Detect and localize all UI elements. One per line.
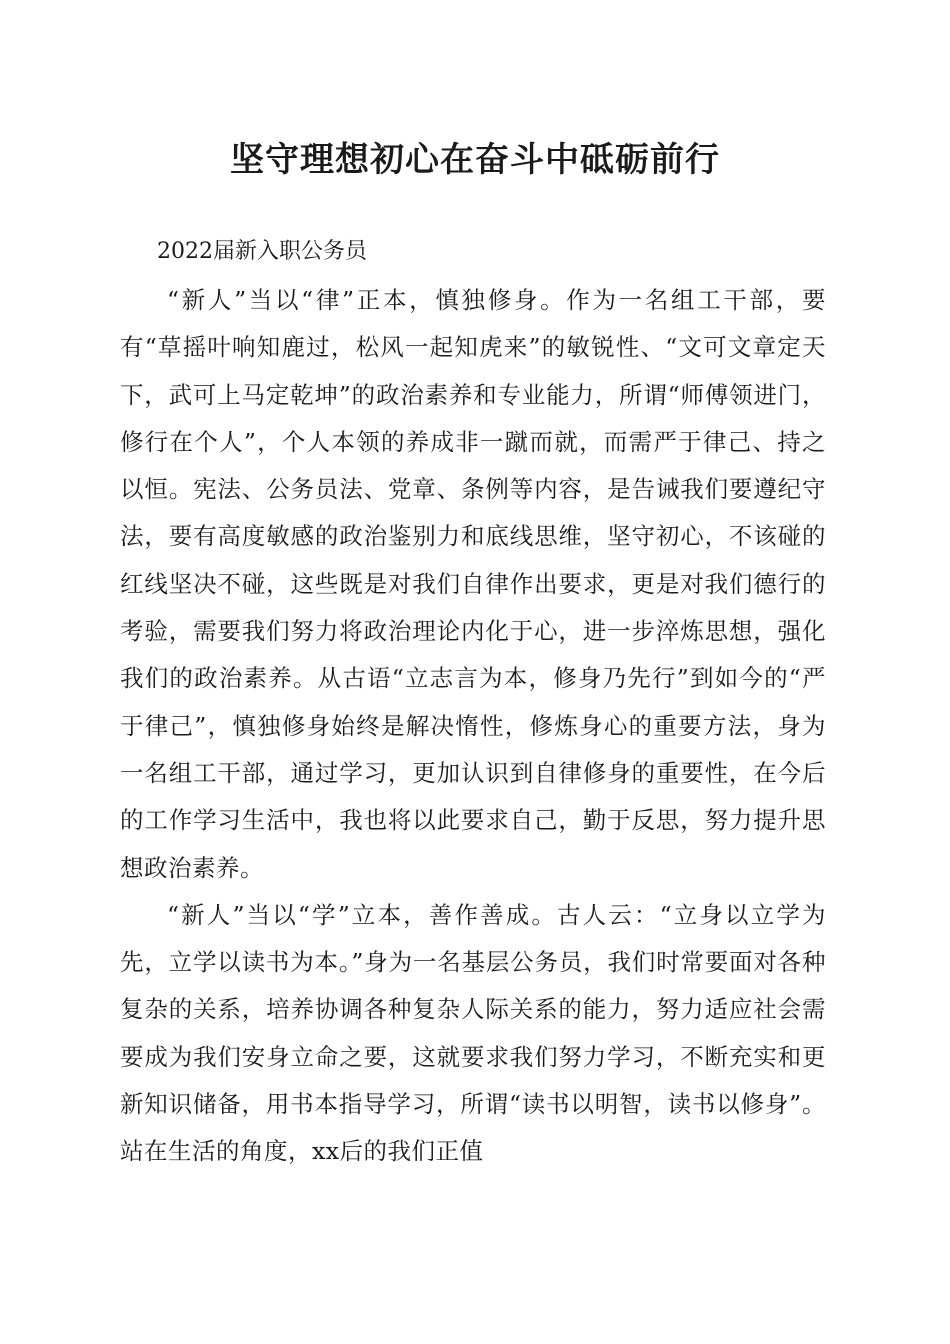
author-line: 2022届新入职公务员 bbox=[157, 239, 367, 264]
paragraph-2: “新人”当以“学”立本，善作善成。古人云：“立身以立学为先，立学以读书为本。”身为一名基层公务员，我们时常要面对各种复杂的关系，培养协调各种复杂人际关系的能力，努力适应社会需要成为我们安身立命之要，这就要求我们努力学习，不断充实和更新知识储备，用书本指导学习，所谓“读书以明智，读书以修身”。站在生活的角度，xx后的我们正值 bbox=[120, 900, 826, 1166]
paragraph-1: “新人”当以“律”正本，慎独修身。作为一名组工干部，要有“草摇叶响知鹿过，松风一起知虎来”的敏锐性、“文可文章定天下，武可上马定乾坤”的政治素养和专业能力，所谓“师傅领进门，修行在个人”，个人本领的养成非一蹴而就，而需严于律己、持之以恒。宪法、公务员法、党章、条例等内容，是告诫我们要遵纪守法，要有高度敏感的政治鉴别力和底线思维，坚守初心，不该碰的红线坚决不碰，这些既是对我们自律作出要求，更是对我们德行的考验，需要我们努力将政治理论内化于心，进一步淬炼思想，强化我们的政治素养。从古语“立志言为本，修身乃先行”到如今的“严于律己”，慎独修身始终是解决惰性，修炼身心的重要方法，身为一名组工干部，通过学习，更加认识到自律修身的重要性，在今后的工作学习生活中，我也将以此要求自己，勤于反思，努力提升思想政治素养。 bbox=[120, 286, 826, 882]
document-body bbox=[120, 277, 826, 1176]
document-title: 坚守理想初心在奋斗中砥砺前行 bbox=[230, 140, 720, 180]
